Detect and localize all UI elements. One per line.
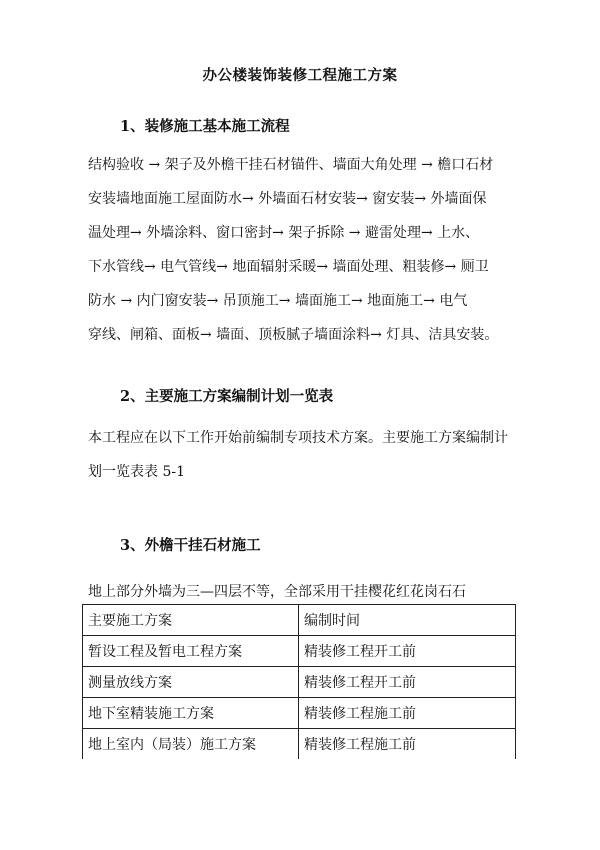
paragraph-line: 下水管线→ 电气管线→ 地面辐射采暖→ 墙面处理、粗装修→ 厕卫	[88, 259, 489, 275]
table-row	[83, 667, 516, 698]
paragraph-line: 安装墙地面施工屋面防水→ 外墙面石材安装→ 窗安装→ 外墙面保	[88, 191, 487, 207]
table-row	[83, 636, 516, 667]
table-header-row	[83, 605, 516, 636]
table-cell: 地上室内（局装）施工方案	[83, 729, 299, 760]
paragraph-line: 温处理→ 外墙涂料、窗口密封→ 架子拆除 → 避雷处理→ 上水、	[88, 225, 480, 241]
paragraph-line: 本工程应在以下工作开始前编制专项技术方案。主要施工方案编制计	[88, 430, 508, 446]
table-row	[83, 729, 516, 760]
table-cell: 精装修工程施工前	[299, 698, 516, 729]
section-1-paragraph	[88, 148, 520, 352]
table-cell: 精装修工程开工前	[299, 667, 516, 698]
table-cell: 暂设工程及暂电工程方案	[83, 636, 299, 667]
section-3-heading: 3、外檐干挂石材施工	[120, 537, 261, 554]
paragraph-line: 防水 → 内门窗安装→ 吊顶施工→ 墙面施工→ 地面施工→ 电气	[88, 293, 468, 309]
table-header-cell: 编制时间	[299, 605, 516, 636]
section-1-heading: 1、装修施工基本施工流程	[120, 118, 290, 135]
table-cell: 测量放线方案	[83, 667, 299, 698]
table-cell: 精装修工程开工前	[299, 636, 516, 667]
table-cell: 精装修工程施工前	[299, 729, 516, 760]
section-2-heading: 2、主要施工方案编制计划一览表	[120, 388, 334, 405]
table-cell: 地下室精装施工方案	[83, 698, 299, 729]
construction-plan-table	[82, 604, 516, 759]
table-header-cell: 主要施工方案	[83, 605, 299, 636]
paragraph-line: 穿线、闸箱、面板→ 墙面、顶板腻子墙面涂料→ 灯具、洁具安装。	[88, 327, 499, 343]
table-row	[83, 698, 516, 729]
document-title: 办公楼装饰装修工程施工方案	[202, 67, 398, 84]
paragraph-line: 地上部分外墙为三—四层不等，全部采用干挂樱花红花岗石石	[88, 584, 466, 600]
paragraph-line: 结构验收 → 架子及外檐干挂石材锚件、墙面大角处理 → 檐口石材	[88, 157, 494, 173]
paragraph-line: 划一览表表 5-1	[88, 464, 185, 480]
section-2-paragraph	[88, 421, 520, 489]
